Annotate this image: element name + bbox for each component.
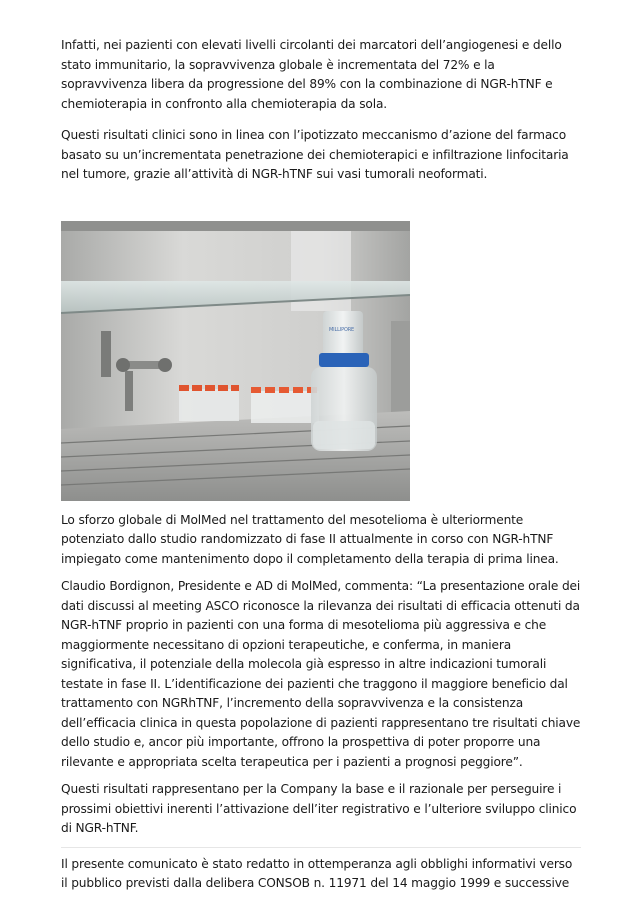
paragraph-consob-notice: Il presente comunicato è stato redatto in ottemperanza agli obblighi informativi verso il pubblico previsti dalla delibera CONSOB n. 11971 del 14 maggio 1999 e successive — [61, 856, 573, 890]
paragraph-mechanism: Questi risultati clinici sono in linea con l’ipotizzato meccanismo d’azione del farmaco basato su un’incrementata penetrazione dei chemioterapici e infiltrazione linfocitaria nel tumore, grazie all’attività di NGR-hTNF sui vasi tumorali neoformati. — [61, 128, 569, 181]
paragraph-phase2-study: Lo sforzo globale di MolMed nel trattamento del mesotelioma è ulteriormente potenziato dallo studio randomizzato di fase II attualmente in corso con NGR-hTNF impiegato come mantenimento dopo il completamento della terapia di prima linea. — [61, 512, 559, 566]
paragraph-company-objectives: Questi risultati rappresentano per la Company la base e il razionale per perseguire i prossimi obiettivi inerenti l’attivazione dell’iter registrativo e l’ulteriore sviluppo clinico di NGR-hTNF. — [61, 782, 577, 835]
article-body — [61, 36, 581, 902]
paragraph-bordignon-quote: Claudio Bordignon, Presidente e AD di MolMed, commenta: “La presentazione orale dei dati discussi al meeting ASCO riconosce la rilevanza dei risultati di efficacia ottenuti da NGR-hTNF proprio in pazienti con una forma di mesotelioma più aggressiva e che maggiormente necessitano di opzioni terapeutiche, e conferma, in maniera significativa, il potenziale della molecola già espresso in altre indicazioni tumorali testate in fase II. L’identificazione dei pazienti che traggono il maggiore beneficio dal trattamento con NGRhTNF, l’incremento della sopravvivenza e la consistenza dell’efficacia clinica in questa popolazione di pazienti rappresentano tre risultati chiave dello studio e, ancor più importante, offrono la prospettiva di poter proporre una rilevante e appropriata scelta terapeutica per i pazienti a prognosi peggiore”. — [61, 579, 581, 769]
laboratory-photo — [61, 221, 410, 501]
paragraph-survival-results: Infatti, nei pazienti con elevati livelli circolanti dei marcatori dell’angiogenesi e dello stato immunitario, la sopravvivenza globale è incrementata del 72% e la sopravvivenza libera da progressione del 89% con la combinazione di NGR-hTNF e chemioterapia in confronto alla chemioterapia da sola. — [61, 38, 562, 111]
bottle-label: MILLIPORE — [329, 326, 355, 333]
section-divider — [61, 847, 581, 848]
